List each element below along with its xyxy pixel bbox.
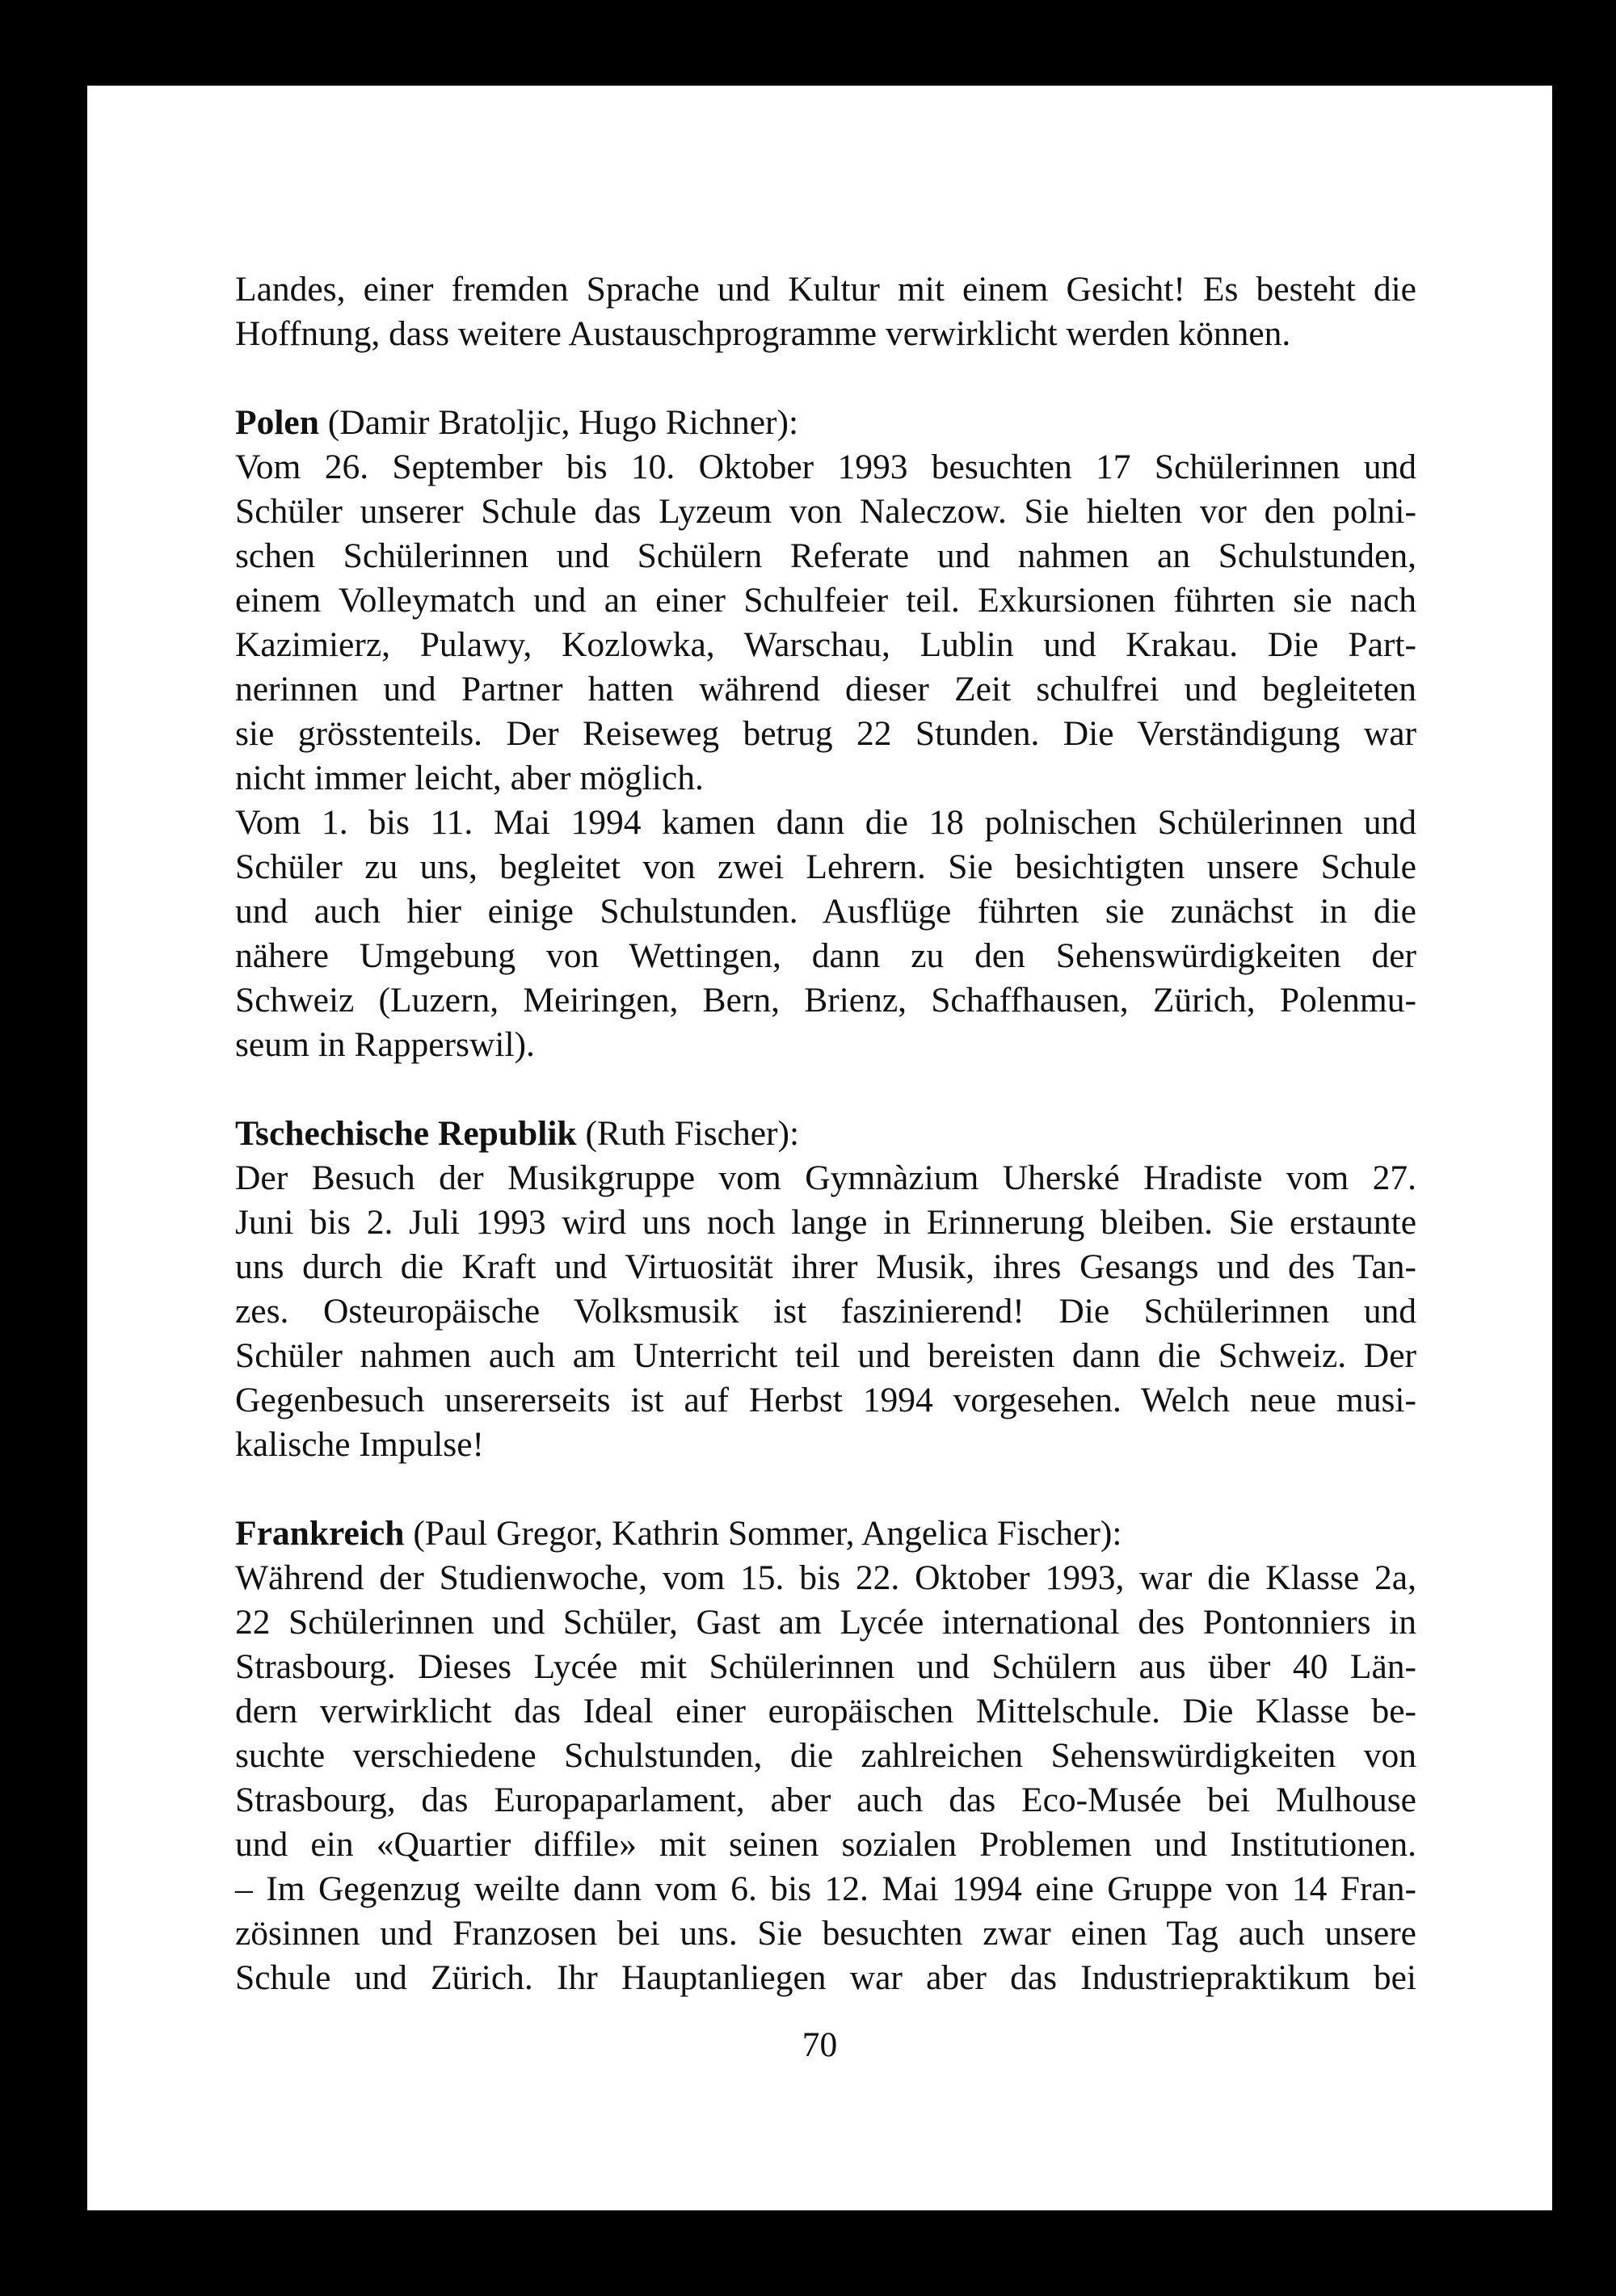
section-title: Polen [235, 403, 319, 442]
text-line: Schüler zu uns, begleitet von zwei Lehrern. Sie besichtigten unsere Schule [235, 847, 1416, 886]
text-line: Juni bis 2. Juli 1993 wird uns noch lange in Erinnerung bleiben. Sie erstaunte [235, 1203, 1416, 1242]
text-line: Schule und Zürich. Ihr Hauptanliegen war aber das Industriepraktikum bei [235, 1958, 1416, 1997]
section-heading [235, 1112, 1416, 1156]
text-line: Strasbourg. Dieses Lycée mit Schülerinnen und Schülern aus über 40 Län- [235, 1647, 1416, 1686]
text-line: Schüler nahmen auch am Unterricht teil und bereisten dann die Schweiz. Der [235, 1336, 1416, 1375]
text-line: kalische Impulse! [235, 1425, 485, 1464]
text-line: Vom 26. September bis 10. Oktober 1993 besuchten 17 Schülerinnen und [235, 448, 1416, 486]
text-line: Hoffnung, dass weitere Austauschprogramme verwirklicht werden können. [235, 314, 1291, 353]
section-authors: (Paul Gregor, Kathrin Sommer, Angelica Fischer): [404, 1514, 1122, 1553]
text-line: nerinnen und Partner hatten während dieser Zeit schulfrei und begleiteten [235, 670, 1416, 709]
section-tschechien [235, 1112, 1416, 1467]
text-line: Schweiz (Luzern, Meiringen, Bern, Brienz, Schaffhausen, Zürich, Polenmu- [235, 981, 1416, 1020]
section-frankreich [235, 1512, 1416, 2000]
text-line: Kazimierz, Pulawy, Kozlowka, Warschau, Lublin und Krakau. Die Part- [235, 625, 1416, 664]
intro-paragraph [235, 267, 1416, 356]
text-line: schen Schülerinnen und Schülern Referate und nahmen an Schulstunden, [235, 536, 1416, 575]
section-authors: (Damir Bratoljic, Hugo Richner): [318, 403, 799, 442]
text-line: Strasbourg, das Europaparlament, aber auch das Eco-Musée bei Mulhouse [235, 1781, 1416, 1819]
text-line: – Im Gegenzug weilte dann vom 6. bis 12. Mai 1994 eine Gruppe von 14 Fran- [235, 1869, 1416, 1908]
section-heading [235, 401, 1416, 445]
text-line: Schüler unserer Schule das Lyzeum von Naleczow. Sie hielten vor den polni- [235, 492, 1416, 531]
text-line: dern verwirklicht das Ideal einer europäischen Mittelschule. Die Klasse be- [235, 1692, 1416, 1730]
text-line: Vom 1. bis 11. Mai 1994 kamen dann die 18 polnischen Schülerinnen und [235, 803, 1416, 842]
text-line: sie grösstenteils. Der Reiseweg betrug 22 Stunden. Die Verständigung war [235, 714, 1416, 753]
text-line: nähere Umgebung von Wettingen, dann zu den Sehenswürdigkeiten der [235, 936, 1416, 975]
section-title: Tschechische Republik [235, 1114, 577, 1153]
section-heading [235, 1512, 1416, 1556]
text-line: und auch hier einige Schulstunden. Ausflüge führten sie zunächst in die [235, 892, 1416, 931]
text-line: Gegenbesuch unsererseits ist auf Herbst 1994 vorgesehen. Welch neue musi- [235, 1381, 1416, 1419]
text-line: uns durch die Kraft und Virtuosität ihrer Musik, ihres Gesangs und des Tan- [235, 1247, 1416, 1286]
text-line: suchte verschiedene Schulstunden, die zahlreichen Sehenswürdigkeiten von [235, 1736, 1416, 1775]
body-text [235, 267, 1416, 2000]
page-number: 70 [802, 2025, 838, 2064]
text-line: seum in Rapperswil). [235, 1025, 535, 1064]
text-line: zes. Osteuropäische Volksmusik ist faszinierend! Die Schülerinnen und [235, 1292, 1416, 1331]
text-line: Landes, einer fremden Sprache und Kultur mit einem Gesicht! Es besteht die [235, 270, 1416, 309]
section-authors: (Ruth Fischer): [576, 1114, 800, 1153]
text-line: zösinnen und Franzosen bei uns. Sie besuchten zwar einen Tag auch unsere [235, 1914, 1416, 1953]
text-line: und ein «Quartier diffile» mit seinen sozialen Problemen und Institutionen. [235, 1825, 1416, 1864]
text-line: Während der Studienwoche, vom 15. bis 22. Oktober 1993, war die Klasse 2a, [235, 1558, 1416, 1597]
text-line: 22 Schülerinnen und Schüler, Gast am Lycée international des Pontonniers in [235, 1603, 1416, 1642]
section-title: Frankreich [235, 1514, 405, 1553]
document-page [87, 86, 1552, 2210]
text-line: einem Volleymatch und an einer Schulfeier teil. Exkursionen führten sie nach [235, 581, 1416, 620]
section-polen [235, 401, 1416, 1067]
text-line: nicht immer leicht, aber möglich. [235, 759, 704, 797]
text-line: Der Besuch der Musikgruppe vom Gymnàzium Uherské Hradiste vom 27. [235, 1159, 1416, 1197]
